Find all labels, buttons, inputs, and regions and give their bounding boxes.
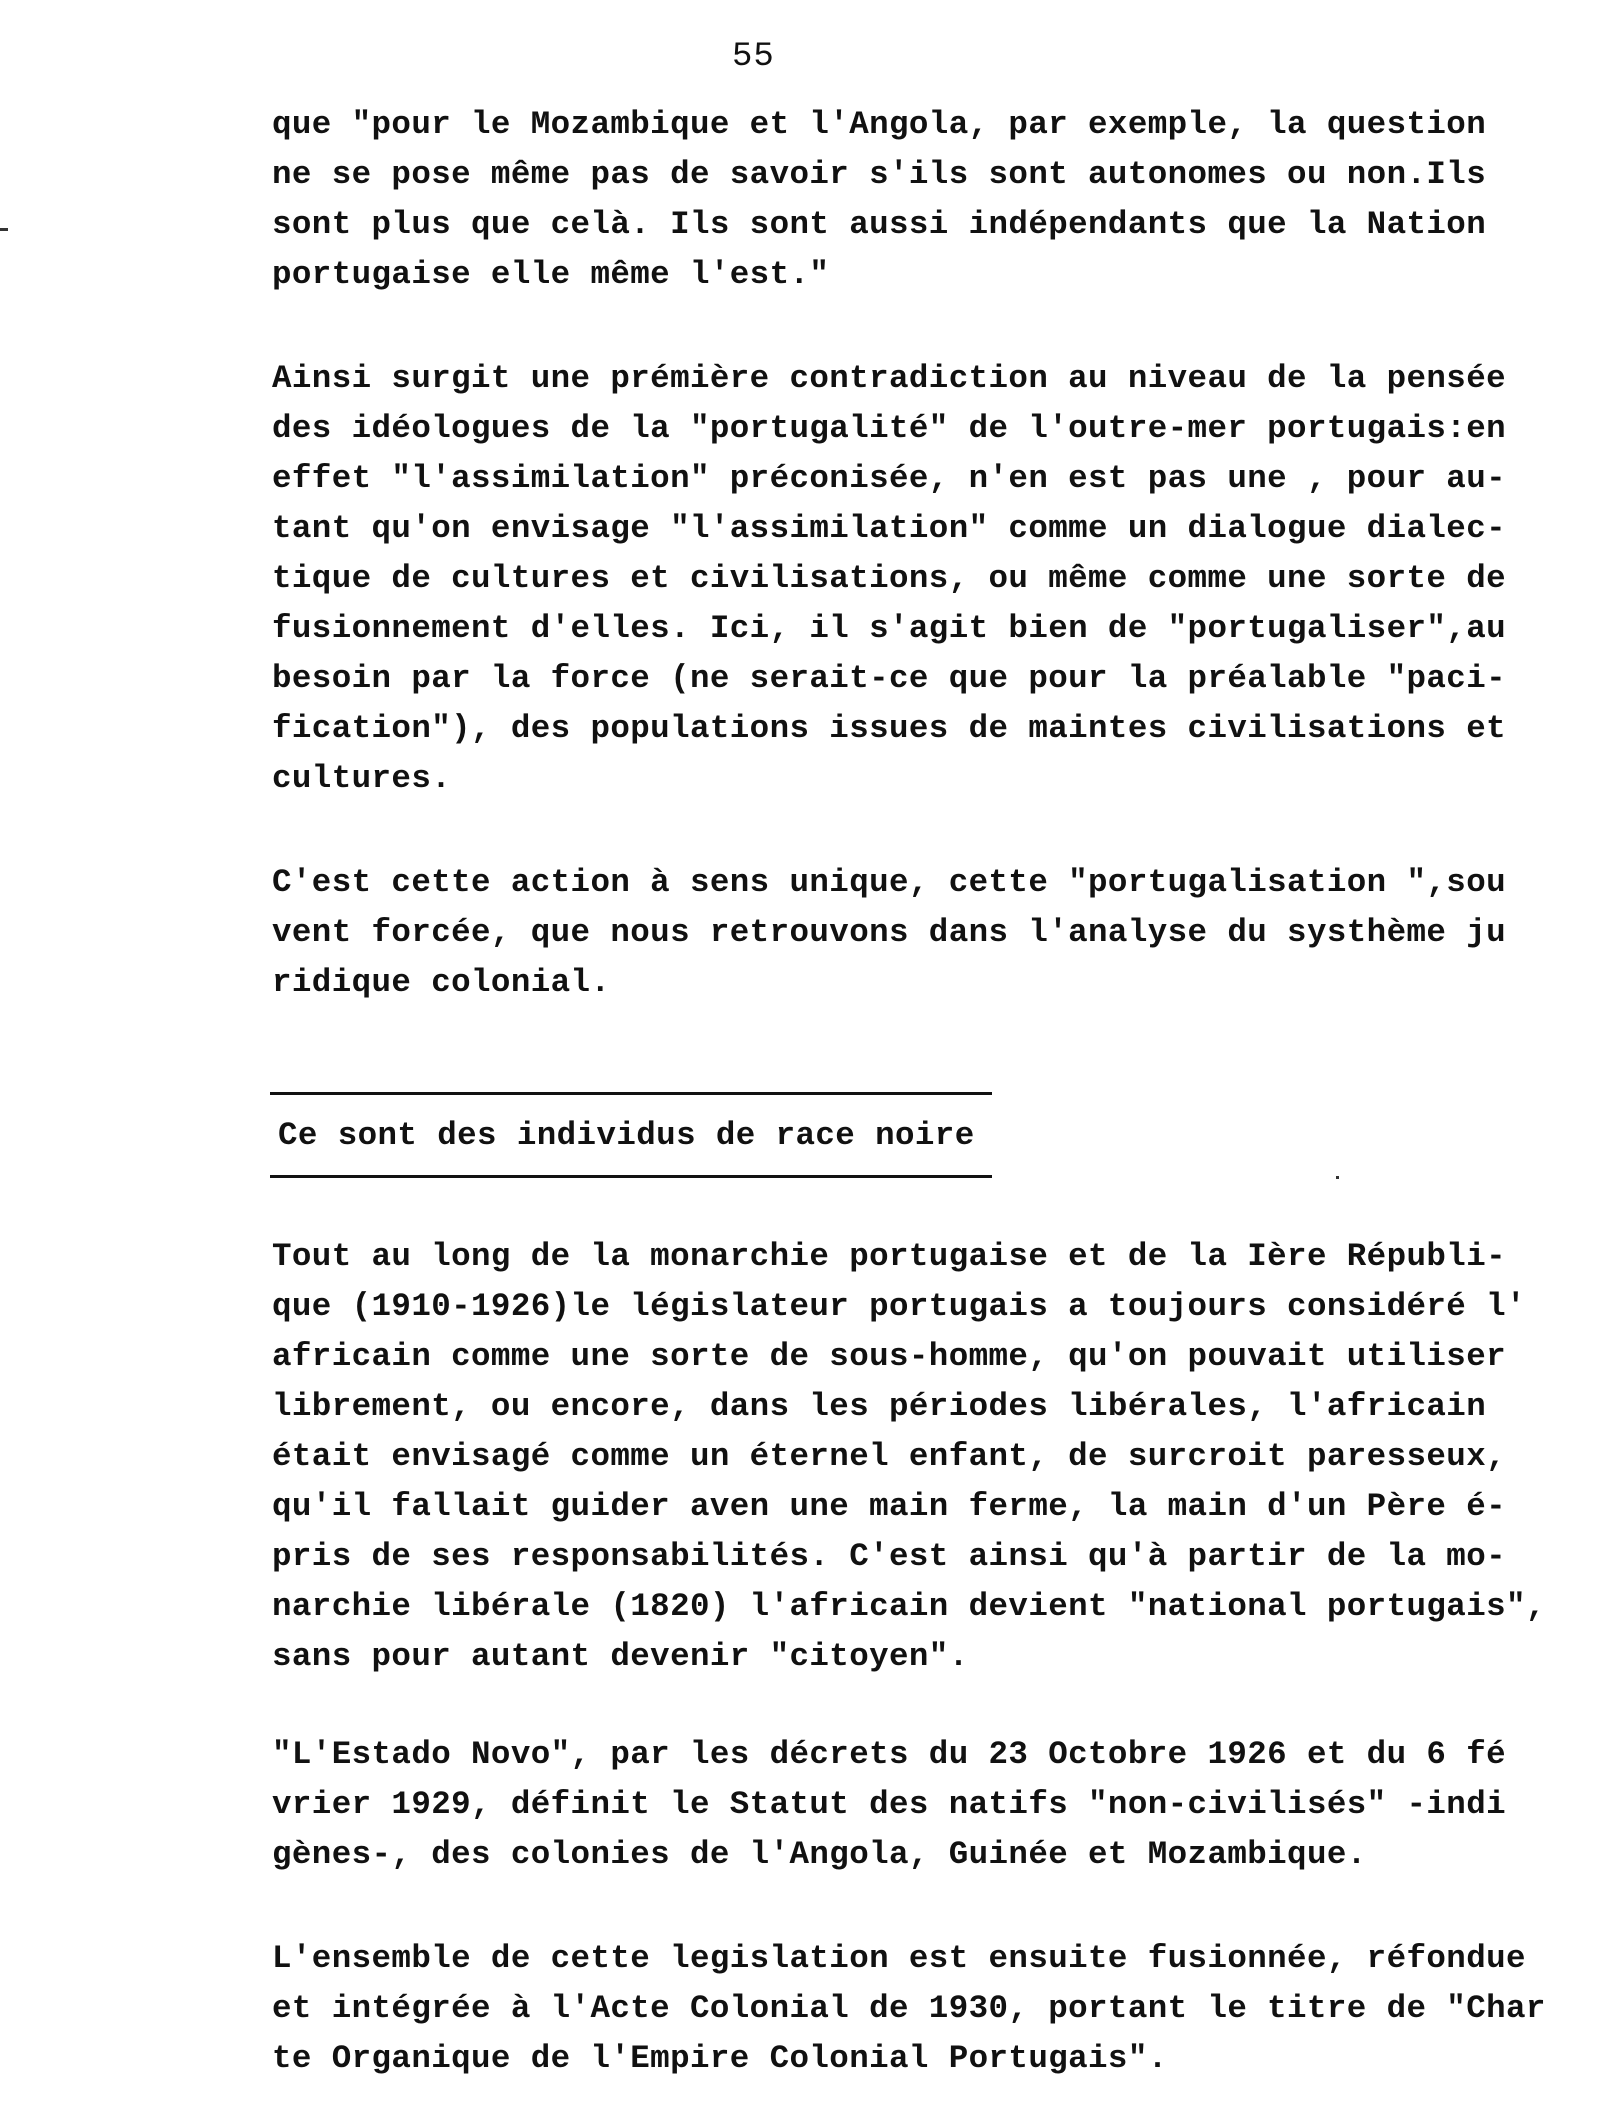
- page-number: 55: [732, 38, 775, 76]
- text-line: sont plus que celà. Ils sont aussi indépendants que la Nation: [272, 206, 1487, 243]
- text-line: fication"), des populations issues de maintes civilisations et: [272, 710, 1506, 747]
- paragraph-6: [272, 1934, 1572, 2084]
- text-line: africain comme une sorte de sous-homme, qu'on pouvait utiliser: [272, 1338, 1506, 1375]
- text-line: ne se pose même pas de savoir s'ils sont autonomes ou non.Ils: [272, 156, 1487, 193]
- paragraph-5: [272, 1730, 1572, 1880]
- paragraph-2: [272, 354, 1572, 804]
- text-line: vrier 1929, définit le Statut des natifs "non-civilisés" -indi: [272, 1786, 1506, 1823]
- text-line: vent forcée, que nous retrouvons dans l'analyse du systhème ju: [272, 914, 1506, 951]
- text-line: tique de cultures et civilisations, ou même comme une sorte de: [272, 560, 1506, 597]
- text-line: portugaise elle même l'est.": [272, 256, 830, 293]
- text-line: Ainsi surgit une prémière contradiction au niveau de la pensée: [272, 360, 1506, 397]
- text-line: librement, ou encore, dans les périodes libérales, l'africain: [272, 1388, 1487, 1425]
- text-line: C'est cette action à sens unique, cette "portugalisation ",sou: [272, 864, 1506, 901]
- text-line: gènes-, des colonies de l'Angola, Guinée et Mozambique.: [272, 1836, 1367, 1873]
- stray-mark: [1336, 1176, 1339, 1179]
- paragraph-3: [272, 858, 1572, 1008]
- text-line: te Organique de l'Empire Colonial Portugais".: [272, 2040, 1168, 2077]
- text-line: était envisagé comme un éternel enfant, de surcroit paresseux,: [272, 1438, 1506, 1475]
- text-line: que (1910-1926)le législateur portugais a toujours considéré l': [272, 1288, 1526, 1325]
- section-heading-text: Ce sont des individus de race noire: [278, 1117, 975, 1154]
- text-line: et intégrée à l'Acte Colonial de 1930, portant le titre de "Char: [272, 1990, 1546, 2027]
- margin-mark: [0, 228, 8, 231]
- text-line: "L'Estado Novo", par les décrets du 23 Octobre 1926 et du 6 fé: [272, 1736, 1506, 1773]
- text-line: cultures.: [272, 760, 452, 797]
- text-line: Tout au long de la monarchie portugaise et de la Ière Républi-: [272, 1238, 1506, 1275]
- paragraph-1: [272, 100, 1572, 300]
- text-line: que "pour le Mozambique et l'Angola, par exemple, la question: [272, 106, 1487, 143]
- text-line: sans pour autant devenir "citoyen".: [272, 1638, 969, 1675]
- text-line: tant qu'on envisage "l'assimilation" comme un dialogue dialec-: [272, 510, 1506, 547]
- text-line: qu'il fallait guider aven une main ferme, la main d'un Père é-: [272, 1488, 1506, 1525]
- text-line: besoin par la force (ne serait-ce que pour la préalable "paci-: [272, 660, 1506, 697]
- text-line: pris de ses responsabilités. C'est ainsi qu'à partir de la mo-: [272, 1538, 1506, 1575]
- text-line: effet "l'assimilation" préconisée, n'en est pas une , pour au-: [272, 460, 1506, 497]
- text-line: L'ensemble de cette legislation est ensuite fusionnée, réfondue: [272, 1940, 1526, 1977]
- text-line: des idéologues de la "portugalité" de l'outre-mer portugais:en: [272, 410, 1506, 447]
- text-line: narchie libérale (1820) l'africain devient "national portugais",: [272, 1588, 1546, 1625]
- text-line: ridique colonial.: [272, 964, 611, 1001]
- paragraph-4: [272, 1232, 1572, 1682]
- text-line: fusionnement d'elles. Ici, il s'agit bien de "portugaliser",au: [272, 610, 1506, 647]
- section-heading: [270, 1092, 992, 1178]
- heading-bottom-rule: [270, 1175, 992, 1178]
